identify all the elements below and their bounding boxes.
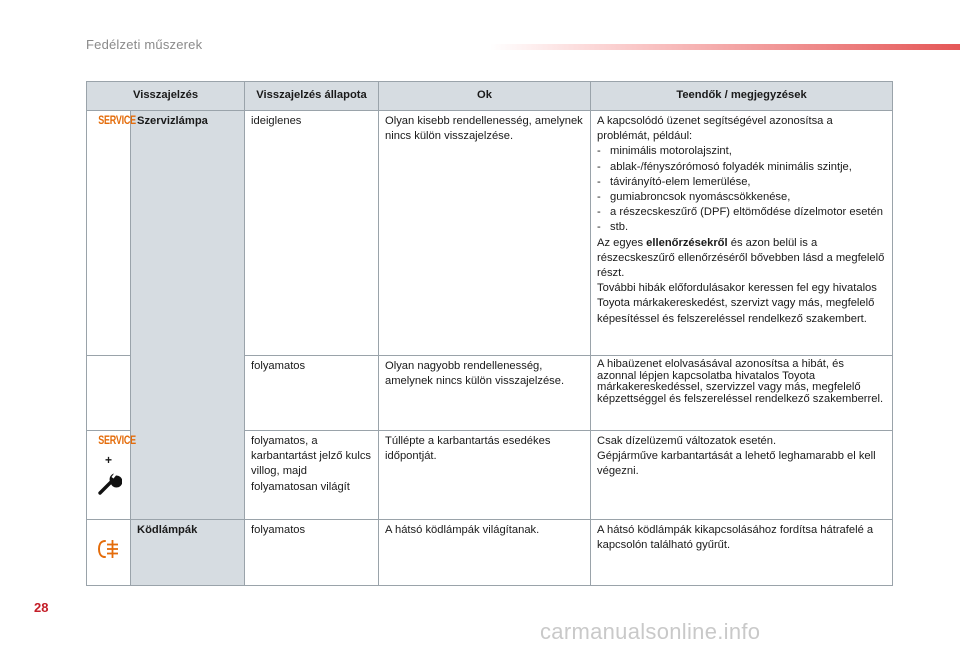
service-action-temporary (591, 111, 893, 356)
list-item: - ablak-/fényszórómosó folyadék minimális szintje, (597, 160, 886, 175)
fog-light-name: Ködlámpák (131, 520, 245, 586)
fog-action: A hátsó ködlámpák kikapcsolásához fordítsa hátrafelé a kapcsolón található gyűrűt. (591, 520, 893, 586)
action-outro: További hibák előfordulásakor keressen fel egy hivatalos Toyota márkakereskedést, szervizt vagy más, megfelelő képesítéssel és felszereléssel rendelkező szakembert. (597, 282, 877, 325)
note-text: és azon belül is a részecskeszűrő ellenőrzéséről bővebben lásd a megfelelő részt. (597, 236, 885, 280)
service-cause-minor: Olyan kisebb rendellenesség, amelynek nincs külön visszajelzése. (379, 111, 591, 356)
list-item: - gumiabroncsok nyomáscsökkenése, (597, 190, 886, 205)
section-title: Fedélzeti műszerek (86, 37, 203, 52)
page-number: 28 (34, 600, 49, 615)
fog-cause: A hátsó ködlámpák világítanak. (379, 520, 591, 586)
service-action-continuous: A hibaüzenet elolvasásával azonosítsa a hibát, és azonnal lépjen kapcsolatba hivatalos Toyota márkakereskedéssel, szervizzel vagy más, megfelelő képzettséggel és felszereléssel rendelkező szakemberrel. (591, 356, 893, 431)
header-allapot: Visszajelzés állapota (245, 82, 379, 111)
problem-list (597, 144, 886, 235)
action-note (597, 236, 886, 282)
rear-fog-light-icon (96, 537, 122, 561)
empty-icon-cell (87, 356, 131, 431)
header-ok: Ok (379, 82, 591, 111)
service-light-icon: SERVICE (98, 115, 136, 127)
service-wrench-icon-cell (87, 431, 136, 520)
warning-lights-table (86, 81, 893, 586)
service-cause-overdue: Túllépte a karbantartás esedékes időpontját. (379, 431, 591, 520)
action-line: Csak dízelüzemű változatok esetén. (597, 435, 777, 447)
list-item: - a részecskeszűrő (DPF) eltömődése dízelmotor esetén (597, 205, 886, 220)
service-cause-major: Olyan nagyobb rendellenesség, amelynek nincs külön visszajelzése. (379, 356, 591, 431)
list-item: - minimális motorolajszint, (597, 144, 886, 159)
plus-sign: + (104, 453, 112, 468)
note-text: Az egyes (597, 236, 647, 249)
note-bold-text: ellenőrzésekről (646, 236, 728, 249)
header-visszajelzes: Visszajelzés (87, 82, 245, 111)
table-header-row (87, 82, 893, 111)
action-line: Gépjárműve karbantartását a lehető leghamarabb el kell végezni. (597, 450, 876, 478)
watermark: carmanualsonline.info (540, 619, 761, 644)
table-row-service-temporary (87, 111, 893, 356)
service-icon-cell (87, 111, 136, 356)
fog-state: folyamatos (245, 520, 379, 586)
service-light-name: Szervizlámpa (131, 111, 245, 520)
service-state-temporary: ideiglenes (245, 111, 379, 356)
list-item: - stb. (597, 220, 886, 235)
service-state-continuous: folyamatos (245, 356, 379, 431)
action-intro: A kapcsolódó üzenet segítségével azonosítsa a problémát, például: (597, 115, 833, 143)
fog-icon-cell (87, 520, 131, 586)
service-action-wrench (591, 431, 893, 520)
wrench-icon (96, 470, 122, 496)
header-accent-bar (490, 44, 960, 50)
header-teendok: Teendők / megjegyzések (591, 82, 893, 111)
service-state-wrench: folyamatos, a karbantartást jelző kulcs villog, majd folyamatosan világít (245, 431, 379, 520)
list-item: - távirányító-elem lemerülése, (597, 175, 886, 190)
table-row-fog (87, 520, 893, 586)
service-light-icon: SERVICE (98, 435, 136, 447)
